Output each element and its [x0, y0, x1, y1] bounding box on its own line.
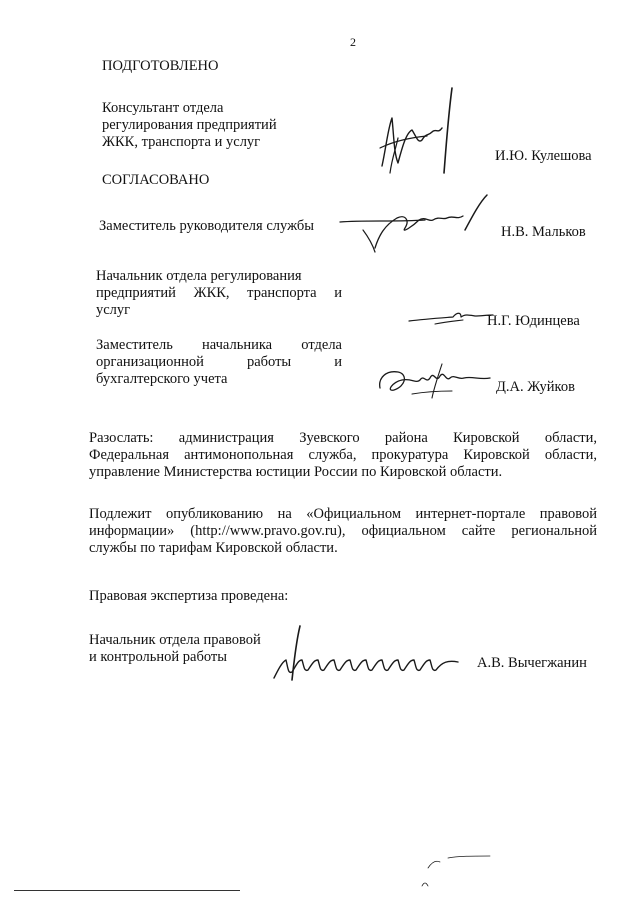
signer-position [99, 218, 339, 235]
publication-line: информации» (http://www.pravo.gov.ru), официальном сайте региональной [89, 523, 597, 539]
signer-position-line: предприятий ЖКК, транспорта и [96, 285, 342, 301]
distribution-line: управление Министерства юстиции России по Кировской области. [89, 464, 503, 480]
prepared-position [102, 100, 322, 151]
distribution-line: Федеральная антимонопольная служба, прокуратура Кировской области, [89, 447, 597, 463]
scan-marks [418, 838, 498, 893]
signer-position-line: услуг [96, 302, 131, 318]
legal-review-position-line: Начальник отдела правовой [89, 632, 261, 648]
prepared-position-line: Консультант отдела [102, 100, 224, 116]
bottom-rule [14, 890, 240, 891]
zhuikov-signature [372, 358, 497, 403]
prepared-position-line: регулирования предприятий [102, 117, 277, 133]
distribution-line: Разослать: администрация Зуевского района Кировской области, [89, 430, 597, 446]
kuleshova-signature [372, 78, 467, 178]
legal-review-position [89, 632, 289, 666]
signer-name: Д.А. Жуйков [496, 379, 575, 395]
legal-review-heading: Правовая экспертиза проведена: [89, 588, 289, 604]
signer-position-line: Заместитель начальника отдела [96, 337, 342, 353]
signer-name: Н.В. Мальков [501, 224, 586, 240]
publication-paragraph [89, 506, 597, 557]
page-number: 2 [350, 35, 356, 49]
publication-line: службы по тарифам Кировской области. [89, 540, 338, 556]
signer-position-line: бухгалтерского учета [96, 371, 228, 387]
prepared-position-line: ЖКК, транспорта и услуг [102, 134, 261, 150]
signer-position-line: организационной работы и [96, 354, 342, 370]
legal-review-name: А.В. Вычегжанин [477, 655, 587, 671]
malkov-signature [335, 190, 495, 260]
vychegzhanin-signature [262, 620, 472, 682]
signer-name: Н.Г. Юдинцева [487, 313, 580, 329]
distribution-paragraph [89, 430, 597, 481]
prepared-heading: ПОДГОТОВЛЕНО [102, 58, 219, 74]
signer-position [96, 268, 342, 319]
publication-line: Подлежит опубликованию на «Официальном интернет-портале правовой [89, 506, 597, 522]
legal-review-position-line: и контрольной работы [89, 649, 227, 665]
signer-position [96, 337, 342, 388]
prepared-name: И.Ю. Кулешова [495, 148, 592, 164]
signer-position-line: Начальник отдела регулирования [96, 268, 302, 284]
agreed-heading: СОГЛАСОВАНО [102, 172, 210, 188]
signer-position-line: Заместитель руководителя службы [99, 218, 315, 234]
yudintseva-signature [405, 306, 495, 328]
